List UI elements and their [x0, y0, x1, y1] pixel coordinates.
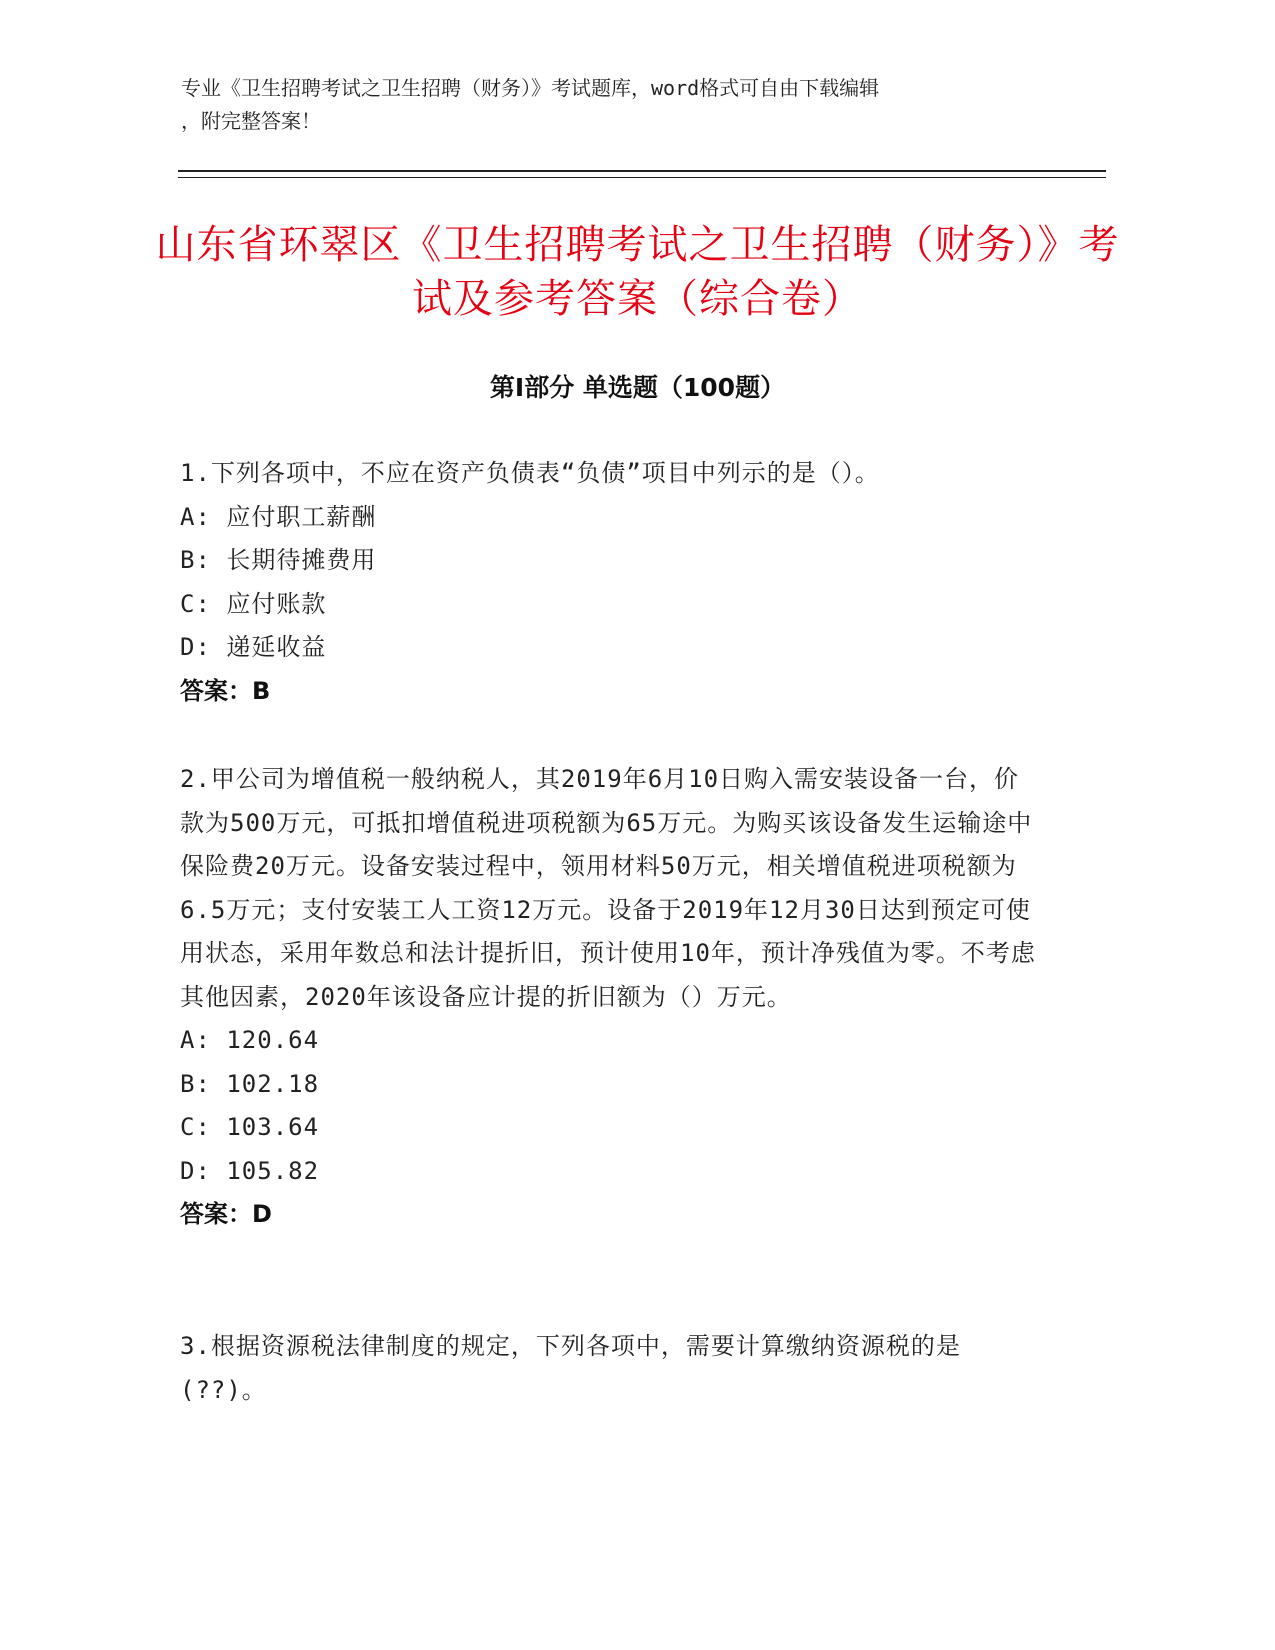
- section-heading: 第Ⅰ部分 单选题（100题）: [489, 373, 786, 402]
- option-c: C: 应付账款: [180, 589, 327, 618]
- question-stem: 2.甲公司为增值税一般纳税人，其2019年6月10日购入需安装设备一台，价款为500万元，可抵扣增值税进项税额为65万元。为购买该设备发生运输途中保险费20万元。设备安装过程中，领用材料50万元，相关增值税进项税额为6.5万元；支付安装工人工资12万元。设备于2019年12月30日达到预定可使用状态，采用年数总和法计提折旧，预计使用10年，预计净残值为零。不考虑其他因素，2020年该设备应计提的折旧额为（）万元。: [180, 765, 1036, 1011]
- option-b: B: 102.18: [180, 1069, 320, 1098]
- question-2: [180, 758, 1040, 1237]
- question-stem: 1.下列各项中，不应在资产负债表“负债”项目中列示的是（）。: [180, 459, 880, 487]
- option-d: D: 105.82: [180, 1156, 320, 1185]
- option-b: B: 长期待摊费用: [180, 546, 377, 574]
- option-d: D: 递延收益: [180, 633, 327, 661]
- question-1: [180, 452, 1040, 713]
- header-divider-thin: [178, 177, 1106, 178]
- question-stem: 3.根据资源税法律制度的规定，下列各项中，需要计算缴纳资源税的是(??)。: [180, 1332, 961, 1404]
- option-c: C: 103.64: [180, 1113, 320, 1141]
- question-3: [180, 1325, 1040, 1412]
- answer-line: 答案：D: [180, 1200, 272, 1228]
- answer-line: 答案：B: [180, 676, 271, 705]
- header-note: 专业《卫生招聘考试之卫生招聘（财务）》考试题库，word格式可自由下载编辑 ，附完整答案！: [181, 76, 880, 133]
- document-title: 山东省环翠区《卫生招聘考试之卫生招聘（财务）》考试及参考答案（综合卷）: [155, 222, 1120, 322]
- option-a: A: 应付职工薪酬: [180, 502, 377, 531]
- header-divider-thick: [178, 170, 1106, 172]
- option-a: A: 120.64: [180, 1026, 320, 1054]
